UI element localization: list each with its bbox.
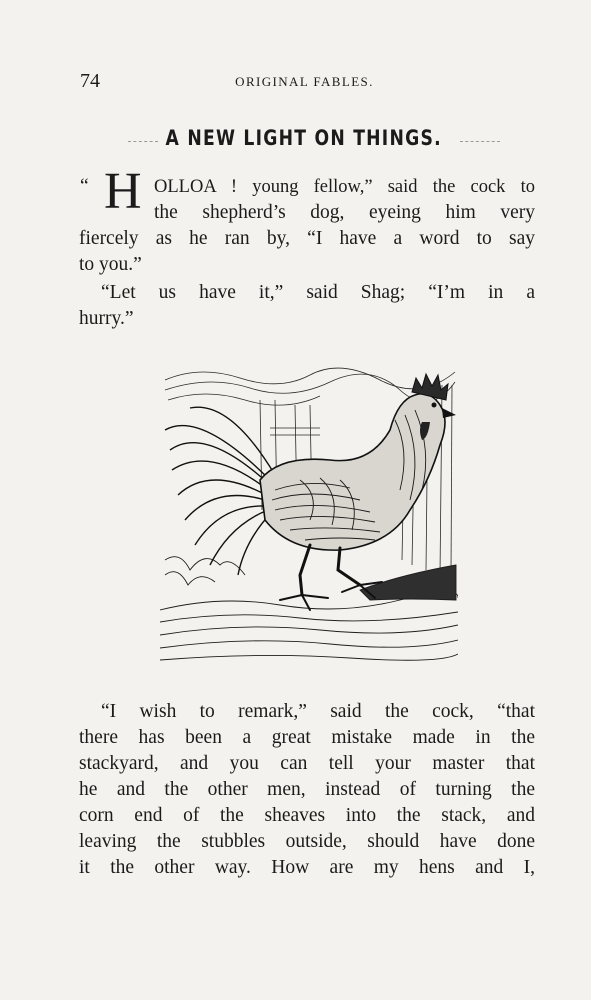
paragraph3-line: corn end of the sheaves into the stack, and <box>79 805 535 826</box>
paragraph3-line: “I wish to remark,” said the cock, “that <box>101 701 535 722</box>
paragraph1-line: the shepherd’s dog, eyeing him very <box>154 202 535 223</box>
paragraph3-line: stackyard, and you can tell your master that <box>79 753 535 774</box>
paragraph3-line: there has been a great mistake made in the <box>79 727 535 748</box>
paragraph3-line: leaving the stubbles outside, should have done <box>79 831 535 852</box>
running-head: ORIGINAL FABLES. <box>235 74 374 89</box>
paragraph1-line: to you.” <box>79 254 142 275</box>
paragraph3-line: it the other way. How are my hens and I, <box>79 857 535 878</box>
drop-cap: H <box>104 163 142 220</box>
opening-quote: “ <box>80 176 89 197</box>
paragraph1-line: fiercely as he ran by, “I have a word to say <box>79 228 535 249</box>
title-right-rule <box>460 141 500 142</box>
fable-title: A NEW LIGHT ON THINGS. <box>165 126 442 150</box>
rooster-illustration <box>160 360 458 670</box>
page-number: 74 <box>80 70 100 92</box>
paragraph1-line: OLLOA ! young fellow,” said the cock to <box>154 177 535 197</box>
paragraph3-line: he and the other men, instead of turning the <box>79 779 535 800</box>
paragraph2-line: “Let us have it,” said Shag; “I’m in a <box>101 282 535 303</box>
paragraph2-line: hurry.” <box>79 308 134 329</box>
